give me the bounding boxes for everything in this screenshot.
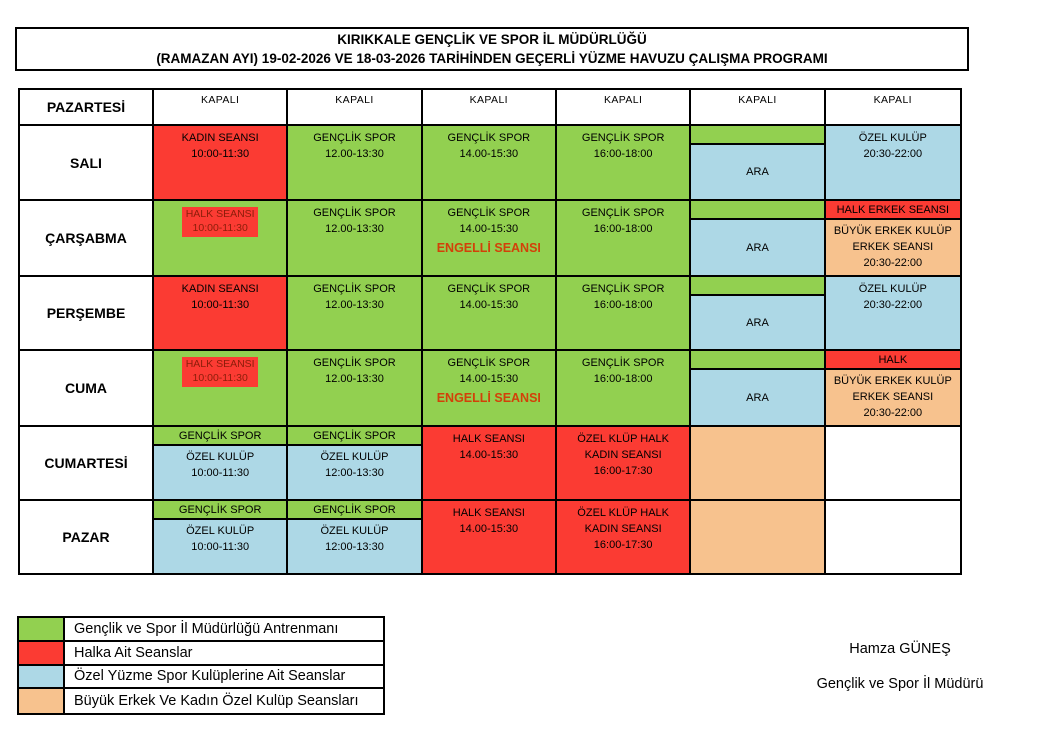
cell-text-line: 12:00-13:30 — [325, 467, 384, 479]
cell-text-line: GENÇLİK SPOR — [313, 207, 396, 219]
cell-text-line: GENÇLİK SPOR — [447, 207, 531, 219]
cell-text-line: ÖZEL KULÜP — [186, 451, 255, 463]
legend-label: Özel Yüzme Spor Kulüplerine Ait Seanslar — [74, 668, 346, 685]
cell-cumartesi-1 — [154, 427, 288, 501]
day-cell-pazar: PAZAR — [20, 501, 154, 573]
cell-carsabma-3 — [423, 201, 557, 277]
cell-text-line: BÜYÜK ERKEK KULÜP — [833, 225, 952, 237]
legend-swatch-blue — [19, 666, 65, 688]
cell-text-line: HALK SEANSI — [185, 358, 255, 370]
cell-top-strip — [691, 201, 823, 220]
cell-bottom-area — [691, 370, 823, 425]
cell-text-line: ÖZEL KULÜP — [858, 283, 927, 295]
cell-text-line: 10:00-11:30 — [191, 467, 250, 479]
cell-text-line: HALK SEANSI — [185, 208, 255, 220]
cell-text-line: ÖZEL KULÜP — [320, 525, 389, 537]
cell-text-line: 14.00-15:30 — [459, 148, 519, 160]
cell-bottom-area — [154, 520, 286, 573]
title-line2: (RAMAZAN AYI) 19-02-2026 VE 18-03-2026 TARİHİNDEN GEÇERLİ YÜZME HAVUZU ÇALIŞMA PROGRAMI — [156, 51, 828, 66]
cell-sali-3 — [423, 126, 557, 201]
cell-text-line: 20:30-22:00 — [863, 407, 923, 419]
cell-cumartesi-5 — [691, 427, 825, 501]
cell-text-line: ARA — [746, 391, 769, 404]
cell-sali-6 — [826, 126, 960, 201]
cell-sali-4 — [557, 126, 691, 201]
cell-pazartesi-2: KAPALI — [288, 90, 422, 126]
cell-bottom-area — [691, 145, 823, 199]
cell-bottom-area — [826, 220, 960, 275]
day-cell-cuma: CUMA — [20, 351, 154, 427]
cell-top-strip: GENÇLİK SPOR — [288, 427, 420, 446]
legend-item-genclik — [19, 618, 383, 642]
cell-cuma-4 — [557, 351, 691, 427]
cell-text-line: GENÇLİK SPOR — [581, 283, 665, 295]
cell-cuma-6 — [826, 351, 960, 427]
cell-cuma-5 — [691, 351, 825, 427]
cell-text-line: 14.00-15:30 — [459, 523, 519, 535]
engelli-seansi-label: ENGELLİ SEANSI — [436, 391, 541, 405]
cell-text-line: GENÇLİK SPOR — [581, 132, 665, 144]
signature-name: Hamza GÜNEŞ — [849, 641, 951, 657]
cell-text-line: 12.00-13:30 — [325, 148, 384, 160]
cell-text-line: KADIN SEANSI — [181, 283, 259, 295]
cell-text-line: HALK SEANSI — [452, 433, 525, 445]
day-cell-carsabma: ÇARŞABMA — [20, 201, 154, 277]
cell-pazartesi-3: KAPALI — [423, 90, 557, 126]
cell-persembe-4 — [557, 277, 691, 351]
cell-pazar-4 — [557, 501, 691, 573]
legend-item-buyuk-erkek — [19, 689, 383, 713]
cell-text-line: 12.00-13:30 — [325, 299, 384, 311]
cell-persembe-1 — [154, 277, 288, 351]
cell-pazar-5 — [691, 501, 825, 573]
cell-top-strip: GENÇLİK SPOR — [154, 501, 286, 520]
cell-pazartesi-4: KAPALI — [557, 90, 691, 126]
legend-item-ozel-kulup — [19, 666, 383, 690]
cell-cumartesi-3 — [423, 427, 557, 501]
cell-text-line: KADIN SEANSI — [584, 523, 662, 535]
cell-text-line: GENÇLİK SPOR — [313, 283, 396, 295]
cell-text-line: GENÇLİK SPOR — [447, 357, 531, 369]
cell-carsabma-4 — [557, 201, 691, 277]
cell-text-line: 14.00-15:30 — [459, 223, 519, 235]
cell-pazar-2 — [288, 501, 422, 573]
cell-text-line: ÖZEL KLÜP HALK — [577, 507, 670, 519]
legend-swatch-orange — [19, 689, 65, 713]
cell-pazar-1 — [154, 501, 288, 573]
cell-text-line: GENÇLİK SPOR — [313, 132, 396, 144]
cell-text-line: 12.00-13:30 — [325, 223, 384, 235]
cell-persembe-2 — [288, 277, 422, 351]
cell-text-line: 16:00-17:30 — [593, 539, 653, 551]
cell-text-line: GENÇLİK SPOR — [447, 132, 531, 144]
title-box — [15, 27, 969, 71]
cell-text-line: GENÇLİK SPOR — [447, 283, 531, 295]
legend — [17, 616, 385, 715]
cell-bottom-area — [288, 520, 420, 573]
cell-text-line: 20:30-22:00 — [863, 148, 923, 160]
cell-cuma-2 — [288, 351, 422, 427]
cell-text-line: ARA — [746, 241, 769, 254]
cell-text-line: ÖZEL KULÜP — [186, 525, 255, 537]
cell-bottom-area — [154, 446, 286, 499]
legend-label: Gençlik ve Spor İl Müdürlüğü Antrenmanı — [74, 620, 339, 637]
cell-text-line: 14.00-15:30 — [459, 449, 519, 461]
halk-seansi-highlight-box — [182, 357, 258, 387]
cell-text-line: 14.00-15:30 — [459, 299, 519, 311]
cell-top-strip — [691, 277, 823, 296]
cell-pazartesi-1: KAPALI — [154, 90, 288, 126]
cell-top-strip — [691, 351, 823, 370]
cell-carsabma-1 — [154, 201, 288, 277]
signature-title: Gençlik ve Spor İl Müdürü — [816, 676, 984, 692]
legend-label: Halka Ait Seanslar — [74, 644, 193, 661]
cell-text-line: ARA — [746, 316, 769, 329]
cell-carsabma-5 — [691, 201, 825, 277]
cell-text-line: ERKEK SEANSI — [852, 241, 934, 253]
cell-text-line: 20:30-22:00 — [863, 257, 923, 269]
cell-text-line: 20:30-22:00 — [863, 299, 923, 311]
cell-bottom-area — [691, 220, 823, 275]
cell-text-line: 12.00-13:30 — [325, 373, 384, 385]
cell-text-line: ÖZEL KULÜP — [858, 132, 927, 144]
cell-text-line: GENÇLİK SPOR — [581, 357, 665, 369]
cell-top-strip: GENÇLİK SPOR — [288, 501, 420, 520]
cell-top-strip: HALK — [826, 351, 960, 370]
cell-persembe-5 — [691, 277, 825, 351]
schedule-table — [18, 88, 962, 575]
cell-sali-2 — [288, 126, 422, 201]
day-cell-sali: SALI — [20, 126, 154, 201]
cell-text-line: 16:00-18:00 — [593, 299, 653, 311]
cell-text-line: KADIN SEANSI — [584, 449, 662, 461]
cell-pazartesi-5: KAPALI — [691, 90, 825, 126]
cell-bottom-area — [826, 370, 960, 425]
cell-text-line: GENÇLİK SPOR — [581, 207, 665, 219]
signature-block — [785, 641, 1015, 692]
cell-text-line: 16:00-17:30 — [593, 465, 653, 477]
cell-sali-5 — [691, 126, 825, 201]
cell-pazar-3 — [423, 501, 557, 573]
cell-persembe-3 — [423, 277, 557, 351]
cell-text-line: GENÇLİK SPOR — [313, 357, 396, 369]
cell-text-line: KADIN SEANSI — [181, 132, 259, 144]
title-line1: KIRIKKALE GENÇLİK VE SPOR İL MÜDÜRLÜĞÜ — [337, 32, 647, 47]
cell-text-line: BÜYÜK ERKEK KULÜP — [833, 375, 952, 387]
cell-text-line: 16:00-18:00 — [593, 373, 653, 385]
cell-text-line: ÖZEL KLÜP HALK — [577, 433, 670, 445]
cell-text-line: ARA — [746, 166, 769, 178]
day-cell-cumartesi: CUMARTESİ — [20, 427, 154, 501]
cell-cuma-3 — [423, 351, 557, 427]
cell-text-line: ERKEK SEANSI — [852, 391, 934, 403]
cell-top-strip — [691, 126, 823, 145]
cell-text-line: 16:00-18:00 — [593, 148, 653, 160]
cell-cumartesi-6 — [826, 427, 960, 501]
cell-top-strip: HALK ERKEK SEANSI — [826, 201, 960, 220]
cell-text-line: 10:00-11:30 — [192, 371, 248, 384]
cell-cuma-1 — [154, 351, 288, 427]
cell-bottom-area — [691, 296, 823, 349]
cell-text-line: HALK SEANSI — [452, 507, 525, 519]
cell-sali-1 — [154, 126, 288, 201]
cell-text-line: 14.00-15:30 — [459, 373, 519, 385]
day-cell-persembe: PERŞEMBE — [20, 277, 154, 351]
legend-item-halk — [19, 642, 383, 666]
halk-seansi-highlight-box — [182, 207, 258, 237]
cell-cumartesi-4 — [557, 427, 691, 501]
cell-text-line: 10:00-11:30 — [191, 541, 250, 553]
cell-bottom-area — [288, 446, 420, 499]
cell-pazartesi-6: KAPALI — [826, 90, 960, 126]
cell-text-line: 16:00-18:00 — [593, 223, 653, 235]
cell-text-line: 12:00-13:30 — [325, 541, 384, 553]
legend-swatch-green — [19, 618, 65, 640]
cell-text-line: 10:00-11:30 — [191, 299, 250, 311]
cell-text-line: 10:00-11:30 — [191, 148, 250, 160]
cell-text-line: ÖZEL KULÜP — [320, 451, 389, 463]
cell-persembe-6 — [826, 277, 960, 351]
legend-swatch-red — [19, 642, 65, 664]
cell-carsabma-2 — [288, 201, 422, 277]
cell-pazar-6 — [826, 501, 960, 573]
engelli-seansi-label: ENGELLİ SEANSI — [436, 241, 541, 255]
day-cell-pazartesi: PAZARTESİ — [20, 90, 154, 126]
cell-carsabma-6 — [826, 201, 960, 277]
cell-cumartesi-2 — [288, 427, 422, 501]
cell-top-strip: GENÇLİK SPOR — [154, 427, 286, 446]
cell-text-line: 10:00-11:30 — [192, 221, 248, 234]
legend-label: Büyük Erkek Ve Kadın Özel Kulüp Seansları — [74, 693, 359, 710]
